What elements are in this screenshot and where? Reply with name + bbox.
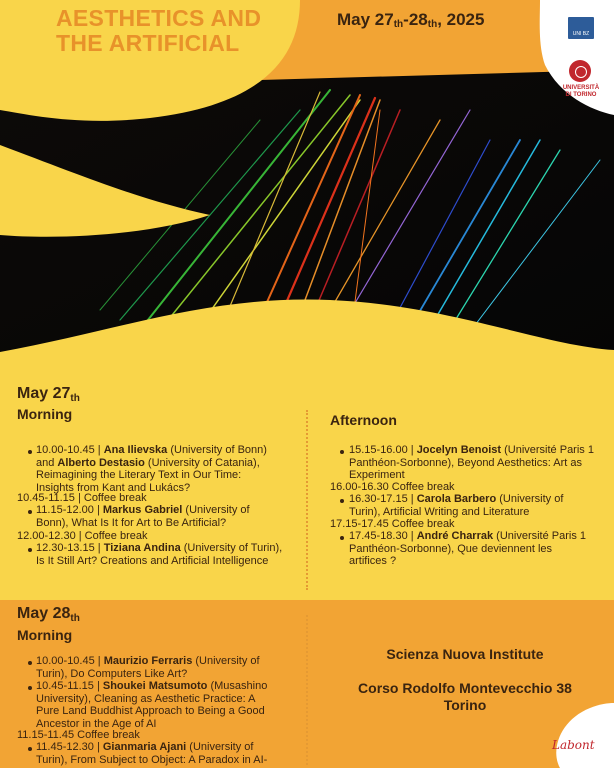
may27-morning-heading: Morning xyxy=(17,406,73,422)
speaker-name: Jocelyn Benoist xyxy=(416,444,502,456)
bullet-icon xyxy=(340,536,344,540)
bullet-icon xyxy=(340,499,344,503)
speaker-name: Shoukei Matsumoto xyxy=(102,680,208,692)
speaker-name: Tiziana Andina xyxy=(103,542,181,554)
dates-end: -28 xyxy=(403,10,428,29)
venue-name: Scienza Nuova Institute xyxy=(386,646,544,662)
talk-gabriel: 11.15-12.00 | Markus Gabriel (University of Bonn), What Is It for Art to Be Artificial? xyxy=(36,504,250,529)
coffee-break-2: 12.00-12.30 | Coffee break xyxy=(17,530,148,542)
coffee-break-4: 17.15-17.45 Coffee break xyxy=(330,518,455,530)
title-line-1: AESTHETICS AND xyxy=(56,5,262,31)
unito-seal-icon xyxy=(569,60,591,82)
speaker-name: Alberto Destasio xyxy=(57,456,145,469)
speaker-name: André Charrak xyxy=(416,530,494,542)
dates-ordinal-1: th xyxy=(393,19,404,30)
dates-start: May 27 xyxy=(337,10,394,29)
speaker-name: Gianmaria Ajani xyxy=(102,741,187,753)
dates-year: , 2025 xyxy=(437,10,485,29)
coffee-break-3: 16.00-16.30 Coffee break xyxy=(330,481,455,493)
unibz-logo-text: UNI BZ xyxy=(572,31,590,37)
may27-afternoon-heading: Afternoon xyxy=(330,412,397,428)
talk-matsumoto: 10.45-11.15 | Shoukei Matsumoto (Musashino University), Cleaning as Aesthetic Practice: A Pure Land Buddhist Approach to Being a Good Ancestor in the Age of AI xyxy=(36,680,268,730)
talk-ilievska-destasio: 10.00-10.45 | Ana Ilievska (University of Bonn) and Alberto Destasio (University of Catania), Reimagining the Literary Text in Our Time: Insights from Kant and Lukács? xyxy=(36,444,267,494)
talk-ferraris: 10.00-10.45 | Maurizio Ferraris (University of Turin), Do Computers Like Art? xyxy=(36,655,260,680)
may27-date xyxy=(17,385,80,403)
may28-date-ordinal: th xyxy=(70,613,80,624)
title-line-2: THE ARTIFICIAL xyxy=(56,30,240,56)
bullet-icon xyxy=(28,747,32,751)
unibz-logo xyxy=(568,17,594,39)
may27-date-text: May 27 xyxy=(17,385,71,402)
bullet-icon xyxy=(340,450,344,454)
talk-andina: 12.30-13.15 | Tiziana Andina (University of Turin), Is It Still Art? Creations and Artificial Intelligence xyxy=(36,542,283,567)
event-dates xyxy=(337,10,484,30)
speaker-name: Ana Ilievska xyxy=(103,444,168,456)
talk-ajani: 11.45-12.30 | Gianmaria Ajani (University of Turin), From Subject to Object: A Paradox in AI- xyxy=(36,741,268,766)
may27-date-ordinal: th xyxy=(70,393,80,404)
bullet-icon xyxy=(28,661,32,665)
corner-logo-area xyxy=(540,700,614,768)
may28-morning-heading: Morning xyxy=(17,627,73,643)
venue-city: Torino xyxy=(443,697,487,713)
bullet-icon xyxy=(28,548,32,552)
bullet-icon xyxy=(28,510,32,514)
labont-logo: Labont xyxy=(552,738,595,752)
bullet-icon xyxy=(28,450,32,454)
column-divider-2 xyxy=(306,615,308,765)
may28-date-text: May 28 xyxy=(17,605,71,622)
coffee-break-1: 10.45-11.15 | Coffee break xyxy=(17,492,147,504)
talk-benoist: 15.15-16.00 | Jocelyn Benoist (Université Paris 1 Panthéon-Sorbonne), Beyond Aesthetics: Art as Experiment xyxy=(349,444,594,481)
may28-date xyxy=(17,605,80,623)
dates-ordinal-2: th xyxy=(427,19,438,30)
talk-charrak: 17.45-18.30 | André Charrak (Université Paris 1 Panthéon-Sorbonne), Que deviennent les artifices ? xyxy=(349,530,587,567)
venue-address: Corso Rodolfo Montevecchio 38 xyxy=(358,680,572,696)
unito-logo-text: UNIVERSITÀ DI TORINO xyxy=(562,85,600,98)
event-title xyxy=(56,6,261,56)
speaker-name: Maurizio Ferraris xyxy=(103,655,193,667)
bullet-icon xyxy=(28,686,32,690)
speaker-name: Carola Barbero xyxy=(416,493,497,505)
coffee-break-5: 11.15-11.45 Coffee break xyxy=(17,729,140,741)
talk-barbero: 16.30-17.15 | Carola Barbero (University of Turin), Artificial Writing and Literature xyxy=(349,493,564,518)
column-divider xyxy=(306,410,308,590)
speaker-name: Markus Gabriel xyxy=(102,504,183,516)
